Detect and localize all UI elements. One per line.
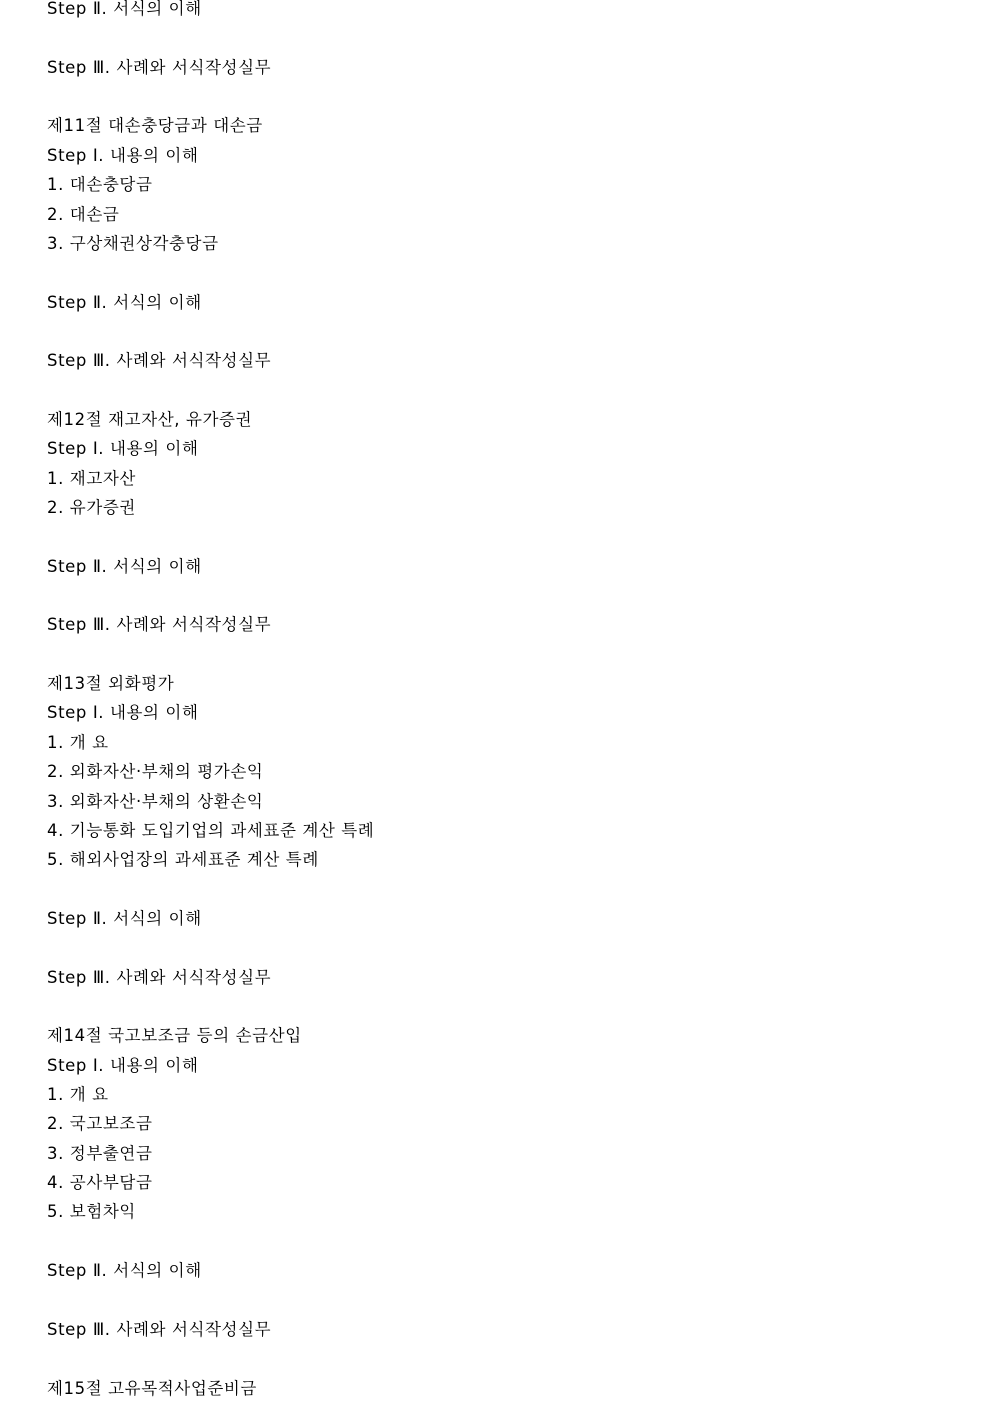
list-item: 1. 개 요 [47,1085,109,1104]
step-heading: Step Ⅱ. 서식의 이해 [47,556,202,576]
list-item: 5. 해외사업장의 과세표준 계산 특례 [47,850,319,870]
step-heading: Step Ⅲ. 사례와 서식작성실무 [47,967,272,987]
list-item: 2. 유가증권 [47,498,136,517]
step-heading: Step Ⅰ. 내용의 이해 [47,703,199,723]
list-item: 1. 개 요 [47,732,109,752]
section-heading: 제12절 재고자산, 유가증권 [47,409,253,429]
list-item: 3. 외화자산·부채의 상환손익 [47,791,264,811]
list-item: 1. 대손충당금 [47,175,153,195]
list-item: 2. 대손금 [47,204,120,224]
list-item: 2. 외화자산·부채의 평가손익 [47,762,264,782]
step-heading: Step Ⅱ. 서식의 이해 [47,1261,202,1280]
list-item: 5. 보험차익 [47,1202,136,1222]
step-heading: Step Ⅱ. 서식의 이해 [47,0,202,18]
section-heading: 제15절 고유목적사업준비금 [47,1378,257,1398]
step-heading: Step Ⅱ. 서식의 이해 [47,292,202,312]
step-heading: Step Ⅲ. 사례와 서식작성실무 [47,1319,272,1339]
step-heading: Step Ⅰ. 내용의 이해 [47,439,199,459]
list-item: 1. 재고자산 [47,468,136,488]
step-heading: Step Ⅰ. 내용의 이해 [47,145,199,165]
section-heading: 제11절 대손충당금과 대손금 [47,116,263,136]
section-heading: 제13절 외화평가 [47,674,175,694]
section-heading: 제14절 국고보조금 등의 손금산입 [47,1026,302,1046]
step-heading: Step Ⅰ. 내용의 이해 [47,1055,199,1075]
list-item: 3. 정부출연금 [47,1143,153,1163]
list-item: 3. 구상채권상각충당금 [47,233,219,253]
step-heading: Step Ⅲ. 사례와 서식작성실무 [47,57,272,77]
list-item: 4. 공사부담금 [47,1173,153,1192]
step-heading: Step Ⅲ. 사례와 서식작성실무 [47,351,272,371]
step-heading: Step Ⅱ. 서식의 이해 [47,908,202,928]
list-item: 2. 국고보조금 [47,1114,153,1134]
step-heading: Step Ⅲ. 사례와 서식작성실무 [47,615,272,635]
list-item: 4. 기능통화 도입기업의 과세표준 계산 특례 [47,820,375,840]
